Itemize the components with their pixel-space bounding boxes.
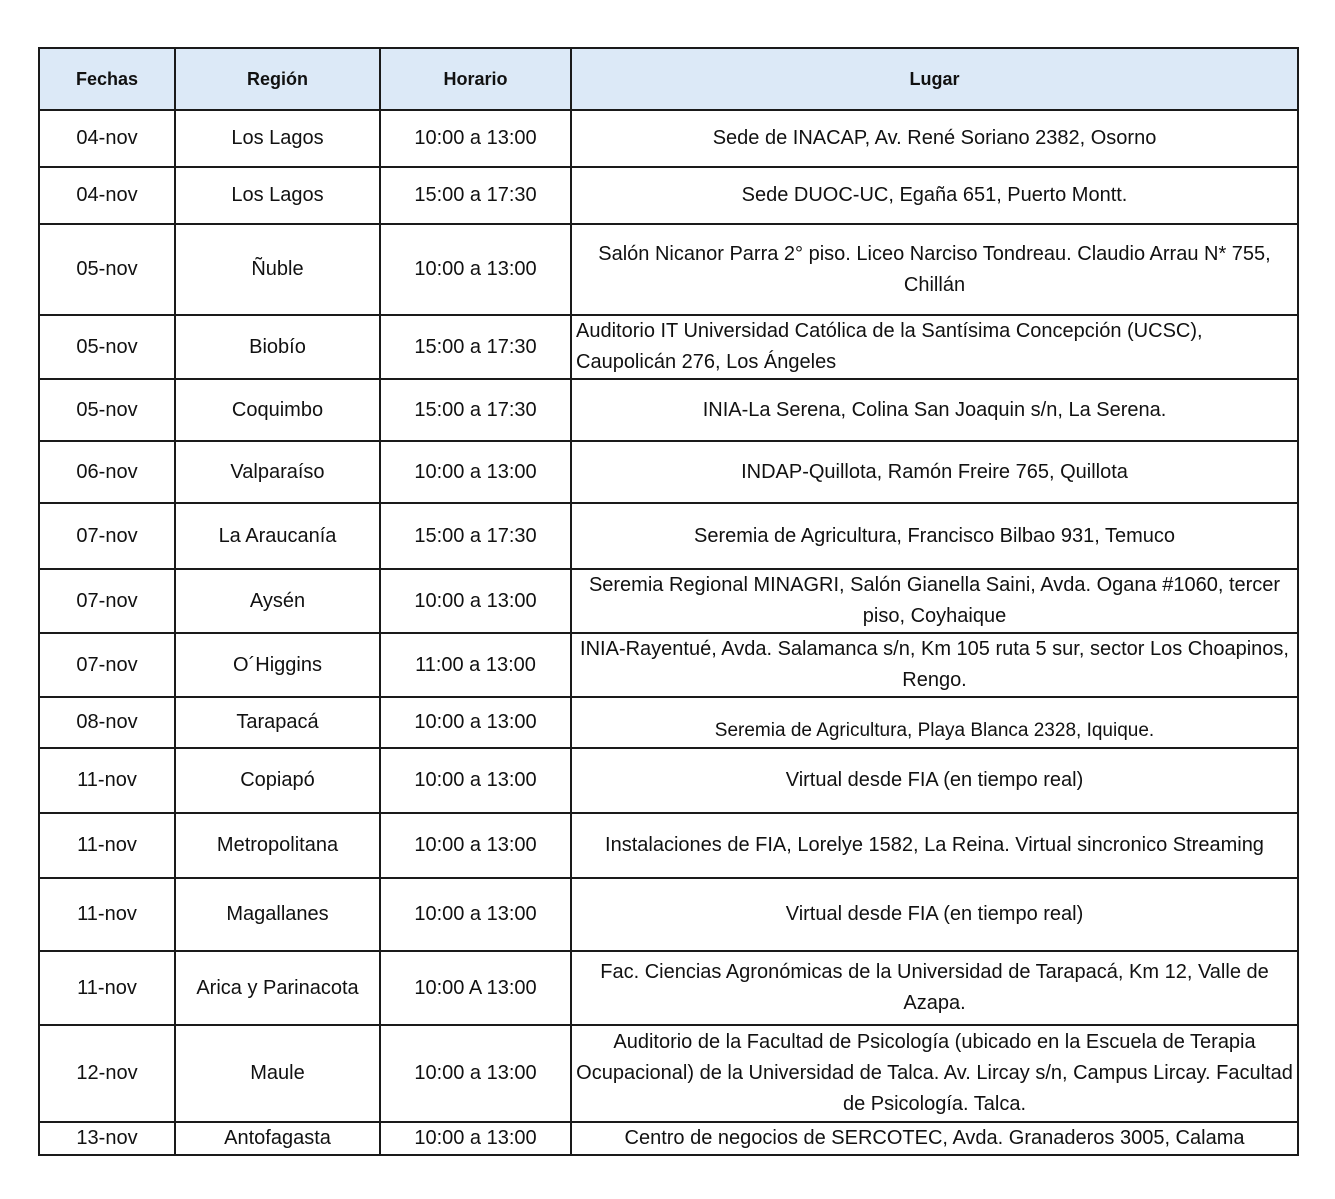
- table-row: [39, 315, 1298, 379]
- cell-fecha: 07-nov: [39, 503, 175, 569]
- cell-fecha: 04-nov: [39, 110, 175, 167]
- cell-lugar: Virtual desde FIA (en tiempo real): [571, 878, 1298, 951]
- table-row: [39, 951, 1298, 1025]
- cell-lugar: Seremia de Agricultura, Francisco Bilbao 931, Temuco: [571, 503, 1298, 569]
- cell-fecha: 11-nov: [39, 951, 175, 1025]
- cell-horario: 11:00 a 13:00: [380, 633, 571, 697]
- cell-fecha: 05-nov: [39, 224, 175, 315]
- cell-region: Biobío: [175, 315, 380, 379]
- cell-lugar: Seremia Regional MINAGRI, Salón Gianella Saini, Avda. Ogana #1060, tercer piso, Coyhaique: [571, 569, 1298, 633]
- cell-horario: 15:00 a 17:30: [380, 315, 571, 379]
- cell-lugar: Centro de negocios de SERCOTEC, Avda. Granaderos 3005, Calama: [571, 1122, 1298, 1155]
- cell-lugar: INDAP-Quillota, Ramón Freire 765, Quillota: [571, 441, 1298, 503]
- table-row: [39, 1122, 1298, 1155]
- table-row: [39, 167, 1298, 224]
- table-row: [39, 813, 1298, 878]
- table-row: [39, 1025, 1298, 1122]
- cell-lugar: Sede de INACAP, Av. René Soriano 2382, Osorno: [571, 110, 1298, 167]
- cell-lugar: Instalaciones de FIA, Lorelye 1582, La Reina. Virtual sincronico Streaming: [571, 813, 1298, 878]
- schedule-table: [38, 47, 1299, 1156]
- cell-horario: 10:00 a 13:00: [380, 224, 571, 315]
- cell-horario: 10:00 a 13:00: [380, 697, 571, 748]
- cell-horario: 10:00 a 13:00: [380, 878, 571, 951]
- header-fechas: Fechas: [39, 48, 175, 110]
- cell-fecha: 05-nov: [39, 315, 175, 379]
- cell-fecha: 13-nov: [39, 1122, 175, 1155]
- cell-region: Maule: [175, 1025, 380, 1122]
- cell-region: Los Lagos: [175, 110, 380, 167]
- cell-horario: 10:00 a 13:00: [380, 1025, 571, 1122]
- cell-fecha: 06-nov: [39, 441, 175, 503]
- cell-fecha: 11-nov: [39, 748, 175, 813]
- header-lugar: Lugar: [571, 48, 1298, 110]
- table-row: [39, 110, 1298, 167]
- cell-region: Arica y Parinacota: [175, 951, 380, 1025]
- cell-region: Aysén: [175, 569, 380, 633]
- cell-horario: 10:00 a 13:00: [380, 110, 571, 167]
- cell-horario: 10:00 a 13:00: [380, 441, 571, 503]
- cell-horario: 10:00 a 13:00: [380, 1122, 571, 1155]
- cell-region: Valparaíso: [175, 441, 380, 503]
- table-row: [39, 441, 1298, 503]
- table-row: [39, 878, 1298, 951]
- cell-horario: 10:00 a 13:00: [380, 748, 571, 813]
- table-row: [39, 503, 1298, 569]
- cell-fecha: 11-nov: [39, 813, 175, 878]
- cell-lugar: INIA-Rayentué, Avda. Salamanca s/n, Km 105 ruta 5 sur, sector Los Choapinos, Rengo.: [571, 633, 1298, 697]
- cell-region: Copiapó: [175, 748, 380, 813]
- cell-region: O´Higgins: [175, 633, 380, 697]
- cell-horario: 10:00 a 13:00: [380, 569, 571, 633]
- cell-lugar: Auditorio de la Facultad de Psicología (ubicado en la Escuela de Terapia Ocupacional) de la Universidad de Talca. Av. Lircay s/n, Campus Lircay. Facultad de Psicología. Talca.: [571, 1025, 1298, 1122]
- cell-region: Metropolitana: [175, 813, 380, 878]
- cell-region: Antofagasta: [175, 1122, 380, 1155]
- cell-fecha: 04-nov: [39, 167, 175, 224]
- cell-lugar: Fac. Ciencias Agronómicas de la Universidad de Tarapacá, Km 12, Valle de Azapa.: [571, 951, 1298, 1025]
- cell-lugar: Auditorio IT Universidad Católica de la Santísima Concepción (UCSC), Caupolicán 276, Los Ángeles: [571, 315, 1298, 379]
- cell-region: Ñuble: [175, 224, 380, 315]
- cell-region: Los Lagos: [175, 167, 380, 224]
- cell-region: La Araucanía: [175, 503, 380, 569]
- cell-horario: 15:00 a 17:30: [380, 167, 571, 224]
- table-row: [39, 697, 1298, 748]
- cell-region: Magallanes: [175, 878, 380, 951]
- table-row: [39, 224, 1298, 315]
- cell-lugar: Seremia de Agricultura, Playa Blanca 2328, Iquique.: [571, 697, 1298, 748]
- cell-fecha: 12-nov: [39, 1025, 175, 1122]
- cell-lugar: INIA-La Serena, Colina San Joaquin s/n, La Serena.: [571, 379, 1298, 441]
- cell-region: Coquimbo: [175, 379, 380, 441]
- cell-horario: 10:00 a 13:00: [380, 813, 571, 878]
- cell-fecha: 05-nov: [39, 379, 175, 441]
- cell-horario: 10:00 A 13:00: [380, 951, 571, 1025]
- cell-fecha: 07-nov: [39, 569, 175, 633]
- cell-fecha: 11-nov: [39, 878, 175, 951]
- cell-horario: 15:00 a 17:30: [380, 379, 571, 441]
- cell-fecha: 08-nov: [39, 697, 175, 748]
- table-row: [39, 633, 1298, 697]
- cell-fecha: 07-nov: [39, 633, 175, 697]
- table-row: [39, 748, 1298, 813]
- cell-horario: 15:00 a 17:30: [380, 503, 571, 569]
- cell-lugar: Sede DUOC-UC, Egaña 651, Puerto Montt.: [571, 167, 1298, 224]
- table-row: [39, 379, 1298, 441]
- table-header-row: [39, 48, 1298, 110]
- header-region: Región: [175, 48, 380, 110]
- cell-lugar: Virtual desde FIA (en tiempo real): [571, 748, 1298, 813]
- table-row: [39, 569, 1298, 633]
- schedule-table-container: [38, 47, 1297, 1156]
- header-horario: Horario: [380, 48, 571, 110]
- cell-region: Tarapacá: [175, 697, 380, 748]
- cell-lugar: Salón Nicanor Parra 2° piso. Liceo Narciso Tondreau. Claudio Arrau N* 755, Chillán: [571, 224, 1298, 315]
